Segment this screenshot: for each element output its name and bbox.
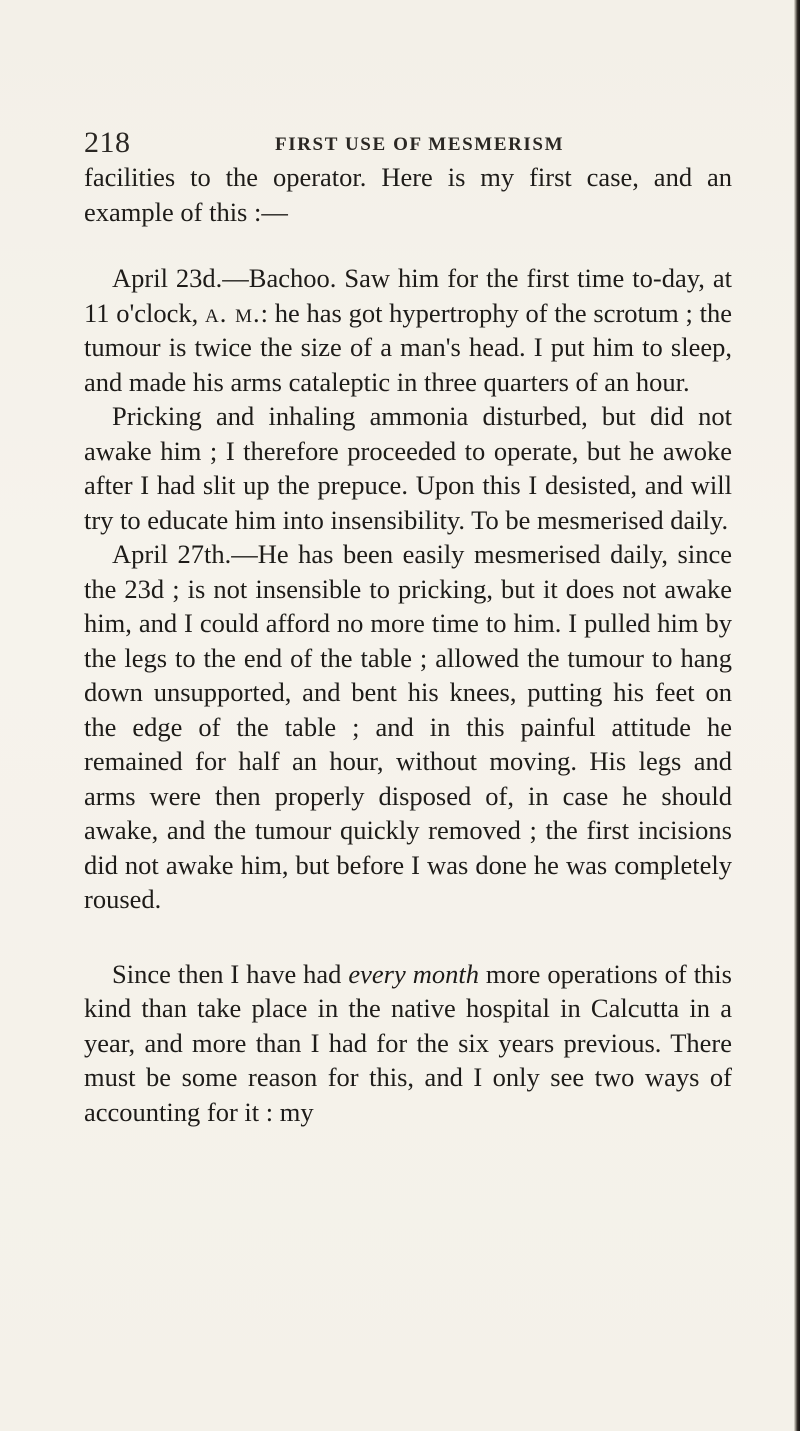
- paragraph-since-then-emphasis: every month: [348, 958, 479, 989]
- paragraph-april-23-text-b: : he has got hypertrophy of the scrotum ; the tumour is twice the size of a man's head. I put him to sleep, and made his arms cataleptic in three quarters of an hour.: [84, 297, 732, 397]
- running-head: FIRST USE OF MESMERISM: [275, 134, 565, 155]
- page-number: 218: [84, 126, 131, 159]
- page-edge-shadow: [794, 0, 800, 1431]
- paragraph-gap: [84, 917, 732, 957]
- paragraph-since-then-text-b: more operations of this kind than take place in the native hospital in Calcutta in a year, and more than I had for the six years previous. There must be some reason for this, and I only see two ways of accounting for it : my: [84, 958, 732, 1127]
- paragraph-since-then: [84, 957, 732, 1130]
- paragraph-intro: facilities to the operator. Here is my first case, and an example of this :—: [84, 162, 732, 227]
- paragraph-since-then-text-a: Since then I have had: [112, 958, 349, 989]
- paragraph-pricking: Pricking and inhaling ammonia disturbed, but did not awake him ; I therefore proceeded to operate, but he awoke after I had slit up the prepuce. Upon this I desisted, and will try to educate him into insensibility. To be mesmerised daily.: [84, 401, 732, 535]
- paragraph-gap: [84, 229, 732, 261]
- paragraph-april-23-am: a. m.: [205, 297, 261, 328]
- paragraph-april-27: April 27th.—He has been easily mesmerised daily, since the 23d ; is not insensible to pricking, but it does not awake him, and I could afford no more time to him. I pulled him by the legs to the end of the table ; allowed the tumour to hang down unsupported, and bent his knees, putting his feet on the edge of the table ; and in this painful attitude he remained for half an hour, without moving. His legs and arms were then properly disposed of, in case he should awake, and the tumour quickly removed ; the first incisions did not awake him, but before I was done he was completely roused.: [84, 539, 732, 914]
- paragraph-april-23: [84, 261, 732, 399]
- paragraph-april-23-text-a: April 23d.—Bachoo. Saw him for the first time to-day, at 11 o'clock,: [84, 263, 732, 328]
- body-text: [84, 160, 732, 1129]
